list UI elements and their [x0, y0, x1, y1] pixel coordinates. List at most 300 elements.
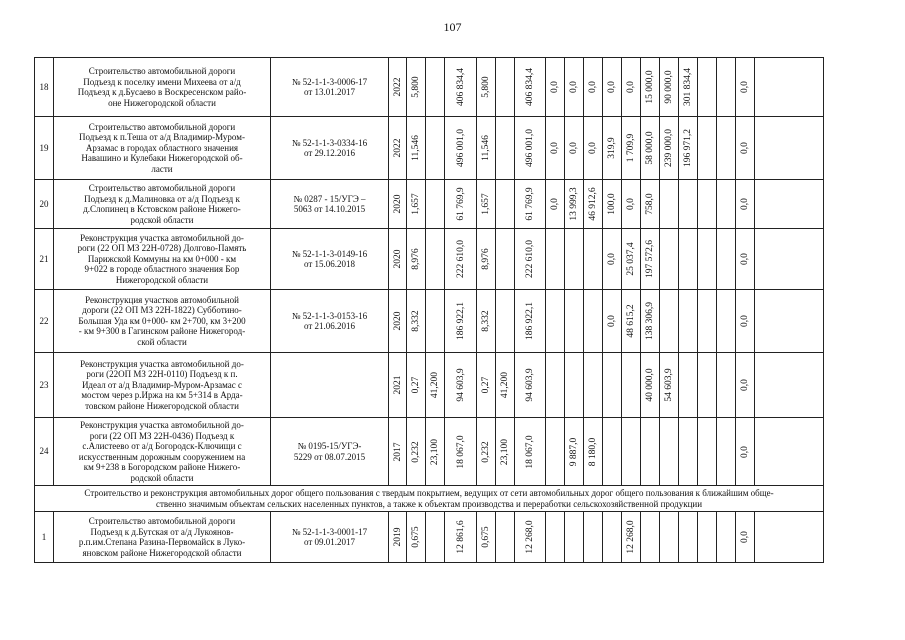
- cell-value: 0,0: [588, 81, 598, 93]
- value-cell: [660, 512, 679, 563]
- cell-value: 222 610,0: [455, 240, 466, 278]
- cell-value: 8,332: [481, 310, 491, 332]
- value-cell: [565, 418, 584, 486]
- cell-value: 2021: [392, 375, 403, 395]
- cell-value: 0,675: [481, 526, 491, 548]
- object-name-line: Большая Уда км 0+000- км 2+700, км 3+200: [78, 315, 246, 326]
- expertise-line: от 21.06.2016: [303, 321, 356, 331]
- expertise-line: 5063 от 14.10.2015: [293, 204, 366, 214]
- value-cell: [515, 58, 546, 117]
- object-name-line: Подъезд к д.Малиновка от а/д Подъезд к: [84, 193, 240, 204]
- value-cell: [717, 418, 736, 486]
- cell-value: 0,27: [481, 376, 491, 394]
- table-row: [35, 353, 824, 418]
- cell-value: 61 769,9: [455, 187, 466, 221]
- value-cell: [445, 58, 477, 117]
- cell-value: 13 999,3: [569, 187, 579, 221]
- object-name-line: Подъезд к д.Бусаево в Воскресенском райо-: [77, 87, 247, 97]
- object-name: [54, 58, 271, 117]
- expertise-line: от 15.06.2018: [303, 259, 356, 269]
- cell-value: 12 268,0: [525, 520, 535, 554]
- row-number: 21: [35, 229, 54, 290]
- object-name-line: Подъезд к п.Теша от а/д Владимир-Муром-: [79, 132, 245, 143]
- object-name: [54, 229, 271, 290]
- value-cell: [660, 353, 679, 418]
- expertise-conclusion: [271, 418, 389, 486]
- value-cell: [407, 512, 426, 563]
- row-number: 24: [35, 418, 54, 486]
- cell-value: 496 001,0: [455, 129, 466, 167]
- object-name-line: Парижской Коммуны на км 0+000 - км: [87, 253, 237, 264]
- value-cell: [546, 180, 565, 229]
- value-cell: [717, 290, 736, 353]
- value-cell: [565, 58, 584, 117]
- value-cell: [717, 58, 736, 117]
- expertise-conclusion: [271, 229, 389, 290]
- cell-value: 0,675: [411, 526, 421, 548]
- value-cell: [660, 180, 679, 229]
- value-cell: [477, 229, 496, 290]
- value-cell: [565, 180, 584, 229]
- cell-value: 0,27: [411, 376, 421, 394]
- cell-value: 0,0: [626, 198, 636, 210]
- cell-value: 758,0: [645, 193, 655, 215]
- object-name: [54, 353, 271, 418]
- cell-value: 11,546: [411, 135, 421, 161]
- cell-value: 23,100: [430, 438, 440, 465]
- object-name-line: товском районе Нижегородской области: [85, 400, 239, 411]
- expertise-conclusion: [271, 512, 389, 563]
- value-cell: [389, 418, 407, 486]
- value-cell: [584, 353, 603, 418]
- value-cell: [717, 117, 736, 180]
- value-cell: [736, 117, 755, 180]
- cell-value: 197 572,6: [645, 240, 655, 278]
- cell-value: 222 610,0: [525, 240, 535, 278]
- cell-value: 186 922,1: [455, 302, 466, 340]
- value-cell: [641, 180, 660, 229]
- cell-value: 18 067,0: [455, 434, 466, 469]
- value-cell: [546, 229, 565, 290]
- object-name-line: Подъезд к поселку имени Михеева от а/д: [83, 76, 241, 87]
- value-cell: [698, 353, 717, 418]
- value-cell: [622, 180, 641, 229]
- object-name-line: ской области: [137, 336, 187, 347]
- value-cell: [622, 418, 641, 486]
- value-cell: [477, 180, 496, 229]
- value-cell: [698, 58, 717, 117]
- cell-value: 0,0: [740, 81, 750, 93]
- value-cell: [679, 58, 698, 117]
- value-cell: [407, 290, 426, 353]
- cell-value: 90 000,0: [664, 70, 674, 104]
- object-name-line: Реконструкция участка автомобильной до-: [80, 358, 244, 369]
- cell-value: 0,0: [607, 81, 617, 93]
- value-cell: [496, 229, 515, 290]
- cell-value: 2022: [392, 77, 403, 97]
- value-cell: [546, 512, 565, 563]
- value-cell: [641, 229, 660, 290]
- value-cell: [546, 353, 565, 418]
- object-name-line: ласти: [151, 163, 173, 174]
- object-name-line: роги (22ОП МЗ 22Н-0110) Подъезд к п.: [86, 369, 238, 380]
- cell-value: 12 268,0: [626, 520, 636, 554]
- object-name-line: дороги (22 ОП МЗ 22Н-1822) Субботино-: [82, 305, 242, 316]
- value-cell: [477, 290, 496, 353]
- value-cell: [565, 512, 584, 563]
- value-cell: [426, 117, 445, 180]
- cell-value: 406 834,4: [525, 68, 535, 106]
- object-name-line: Нижегородской области: [115, 274, 209, 285]
- empty-cell: [755, 117, 824, 180]
- cell-value: 94 603,9: [455, 368, 466, 402]
- value-cell: [698, 229, 717, 290]
- cell-value: 8 180,0: [588, 437, 598, 466]
- cell-value: 138 306,9: [645, 302, 655, 340]
- row-number: 22: [35, 290, 54, 353]
- cell-value: 94 603,9: [525, 368, 535, 402]
- value-cell: [445, 512, 477, 563]
- value-cell: [679, 512, 698, 563]
- value-cell: [426, 353, 445, 418]
- value-cell: [603, 117, 622, 180]
- value-cell: [736, 418, 755, 486]
- value-cell: [426, 512, 445, 563]
- cell-value: 2020: [392, 194, 403, 214]
- value-cell: [698, 512, 717, 563]
- value-cell: [546, 290, 565, 353]
- expertise-line: от 29.12.2016: [303, 148, 356, 158]
- cell-value: 0,0: [550, 198, 560, 210]
- cell-value: 0,0: [740, 379, 750, 391]
- object-name-line: км 9+238 в Богородском районе Нижего-: [83, 462, 241, 472]
- table-row: [35, 229, 824, 290]
- cell-value: 23,100: [500, 438, 510, 465]
- object-name-line: Строительство автомобильной дороги: [88, 516, 236, 526]
- cell-value: 54 603,9: [664, 368, 674, 402]
- value-cell: [698, 418, 717, 486]
- empty-cell: [755, 180, 824, 229]
- value-cell: [426, 229, 445, 290]
- empty-cell: [755, 418, 824, 486]
- value-cell: [736, 229, 755, 290]
- page-number: 107: [443, 20, 462, 34]
- table-row: [35, 290, 824, 353]
- expertise-conclusion: [271, 180, 389, 229]
- value-cell: [496, 180, 515, 229]
- object-name-line: оне Нижегородской области: [108, 97, 216, 108]
- value-cell: [622, 290, 641, 353]
- row-number: 19: [35, 117, 54, 180]
- value-cell: [546, 117, 565, 180]
- value-cell: [565, 229, 584, 290]
- cell-value: 0,0: [740, 531, 750, 543]
- expertise-conclusion: [271, 58, 389, 117]
- value-cell: [477, 117, 496, 180]
- object-name-line: Идеал от а/д Владимир-Муром-Арзамас с: [81, 379, 243, 390]
- cell-value: 196 971,2: [683, 129, 693, 167]
- value-cell: [603, 512, 622, 563]
- expertise-line: № 52-1-1-3-0149-16: [291, 248, 368, 259]
- cell-value: 0,0: [607, 253, 617, 265]
- cell-value: 25 037,4: [626, 242, 636, 276]
- object-name-line: роги (22 ОП МЗ 22Н-0728) Долгово-Память: [77, 243, 247, 254]
- value-cell: [584, 512, 603, 563]
- cell-value: 406 834,4: [455, 68, 466, 106]
- cell-value: 100,0: [607, 193, 617, 215]
- empty-cell: [755, 353, 824, 418]
- cell-value: 41,200: [500, 371, 510, 399]
- expertise-line: № 0195-15/УГЭ-: [297, 441, 362, 451]
- value-cell: [515, 229, 546, 290]
- value-cell: [426, 58, 445, 117]
- object-name: [54, 117, 271, 180]
- cell-value: 0,0: [740, 142, 750, 154]
- cell-value: 2017: [392, 442, 403, 461]
- value-cell: [622, 512, 641, 563]
- cell-value: 0,0: [740, 198, 750, 210]
- expertise-line: от 09.01.2017: [303, 537, 356, 547]
- object-name-line: Реконструкция участков автомобильной: [85, 294, 239, 305]
- value-cell: [496, 58, 515, 117]
- cell-value: 11,546: [481, 135, 491, 161]
- empty-cell: [755, 290, 824, 353]
- cell-value: 0,0: [626, 81, 636, 93]
- value-cell: [565, 353, 584, 418]
- value-cell: [584, 290, 603, 353]
- object-name-line: яновском районе Нижегородской области: [82, 547, 242, 558]
- section-heading: [35, 486, 824, 512]
- cell-value: 58 000,0: [645, 131, 655, 165]
- value-cell: [584, 58, 603, 117]
- value-cell: [496, 418, 515, 486]
- value-cell: [565, 290, 584, 353]
- cell-value: 319,9: [607, 137, 617, 159]
- row-number: 20: [35, 180, 54, 229]
- cell-value: 5,800: [411, 76, 421, 98]
- value-cell: [584, 117, 603, 180]
- value-cell: [389, 512, 407, 563]
- cell-value: 0,232: [481, 440, 491, 463]
- object-name-line: 9+022 в городе областного значения Бор: [84, 264, 240, 275]
- table-row: [35, 180, 824, 229]
- registry-table: [34, 57, 824, 563]
- object-name-line: Реконструкция участка автомобильной до-: [80, 232, 244, 243]
- value-cell: [603, 353, 622, 418]
- cell-value: 2020: [392, 249, 403, 269]
- object-name-line: д.Слопинец в Кстовском районе Нижего-: [83, 204, 241, 214]
- section-heading-line: Строительство и реконструкция автомобильных дорог общего пользования с твердым покрытием, ведущих от сети автомобильных дорог общего пользования к ближайшим обще-: [84, 488, 774, 498]
- object-name-line: р.п.им.Степана Разина-Первомайск в Луко-: [78, 537, 246, 547]
- cell-value: 0,0: [588, 142, 598, 154]
- value-cell: [603, 229, 622, 290]
- cell-value: 0,0: [550, 142, 560, 154]
- object-name-line: Реконструкция участка автомобильной до-: [80, 420, 244, 430]
- object-name-line: Подъезд к д.Бутская от а/д Лукоянов-: [90, 526, 234, 537]
- value-cell: [622, 229, 641, 290]
- value-cell: [407, 117, 426, 180]
- value-cell: [496, 512, 515, 563]
- value-cell: [641, 418, 660, 486]
- value-cell: [389, 180, 407, 229]
- cell-value: 186 922,1: [525, 302, 535, 340]
- value-cell: [660, 418, 679, 486]
- value-cell: [389, 58, 407, 117]
- value-cell: [736, 290, 755, 353]
- value-cell: [622, 353, 641, 418]
- value-cell: [407, 180, 426, 229]
- cell-value: 5,800: [481, 76, 491, 98]
- value-cell: [736, 58, 755, 117]
- expertise-line: № 52-1-1-3-0006-17: [291, 76, 368, 87]
- value-cell: [515, 117, 546, 180]
- value-cell: [407, 58, 426, 117]
- value-cell: [584, 180, 603, 229]
- value-cell: [389, 117, 407, 180]
- value-cell: [622, 58, 641, 117]
- value-cell: [445, 353, 477, 418]
- empty-cell: [755, 229, 824, 290]
- cell-value: 1,657: [481, 193, 491, 215]
- value-cell: [407, 418, 426, 486]
- cell-value: 496 001,0: [525, 129, 535, 167]
- table-row: [35, 418, 824, 486]
- value-cell: [496, 117, 515, 180]
- value-cell: [698, 117, 717, 180]
- cell-value: 8,976: [481, 248, 491, 270]
- value-cell: [603, 58, 622, 117]
- value-cell: [717, 353, 736, 418]
- section-heading-line: ственно значимым объектам сельских населенных пунктов, а также к объектам производства и переработки сельскохозяйственной продукции: [155, 498, 703, 509]
- value-cell: [641, 353, 660, 418]
- value-cell: [679, 117, 698, 180]
- value-cell: [698, 180, 717, 229]
- cell-value: 0,0: [550, 81, 560, 93]
- value-cell: [565, 117, 584, 180]
- value-cell: [679, 290, 698, 353]
- row-number: 18: [35, 58, 54, 117]
- value-cell: [496, 290, 515, 353]
- cell-value: 41,200: [430, 371, 440, 399]
- value-cell: [477, 58, 496, 117]
- value-cell: [660, 290, 679, 353]
- value-cell: [679, 229, 698, 290]
- value-cell: [679, 180, 698, 229]
- cell-value: 46 912,6: [588, 187, 598, 221]
- object-name-line: искусственным дорожным сооружением на: [78, 451, 246, 462]
- section-row: [35, 486, 824, 512]
- object-name: [54, 290, 271, 353]
- value-cell: [736, 353, 755, 418]
- value-cell: [407, 353, 426, 418]
- expertise-line: № 0287 - 15/УГЭ –: [293, 193, 366, 204]
- expertise-line: № 52-1-1-3-0001-17: [291, 526, 368, 537]
- empty-cell: [755, 58, 824, 117]
- value-cell: [717, 180, 736, 229]
- cell-value: 1 709,9: [626, 133, 636, 163]
- expertise-line: № 52-1-1-3-0334-16: [291, 137, 368, 148]
- cell-value: 2020: [392, 311, 403, 331]
- cell-value: 9 887,0: [569, 437, 579, 466]
- value-cell: [407, 229, 426, 290]
- object-name-line: роги (22 ОП МЗ 22Н-0436) Подъезд к: [89, 430, 235, 441]
- value-cell: [698, 290, 717, 353]
- cell-value: 18 067,0: [525, 434, 535, 469]
- value-cell: [584, 229, 603, 290]
- table-row: [35, 58, 824, 117]
- value-cell: [546, 418, 565, 486]
- object-name-line: мостом через р.Иржа на км 5+314 в Арда-: [81, 390, 243, 401]
- value-cell: [546, 58, 565, 117]
- empty-cell: [755, 512, 824, 563]
- value-cell: [515, 418, 546, 486]
- cell-value: 12 861,6: [455, 520, 466, 554]
- value-cell: [445, 229, 477, 290]
- cell-value: 0,0: [740, 315, 750, 327]
- object-name-line: Строительство автомобильной дороги: [88, 66, 236, 76]
- object-name-line: родской области: [130, 472, 194, 483]
- row-number: 1: [35, 512, 54, 563]
- value-cell: [515, 512, 546, 563]
- value-cell: [496, 353, 515, 418]
- value-cell: [445, 180, 477, 229]
- value-cell: [641, 58, 660, 117]
- value-cell: [426, 290, 445, 353]
- expertise-line: от 13.01.2017: [303, 87, 356, 97]
- value-cell: [477, 418, 496, 486]
- expertise-line: 5229 от 08.07.2015: [293, 451, 366, 462]
- cell-value: 8,976: [411, 248, 421, 270]
- cell-value: 40 000,0: [645, 368, 655, 402]
- cell-value: 0,0: [569, 142, 579, 154]
- value-cell: [736, 180, 755, 229]
- value-cell: [660, 229, 679, 290]
- object-name-line: Арзамас в городах областного значения: [85, 142, 239, 153]
- object-name: [54, 512, 271, 563]
- cell-value: 0,232: [411, 440, 421, 463]
- object-name-line: родской области: [130, 214, 194, 225]
- value-cell: [679, 418, 698, 486]
- value-cell: [445, 290, 477, 353]
- expertise-conclusion: [271, 290, 389, 353]
- value-cell: [679, 353, 698, 418]
- expertise-line: № 52-1-1-3-0153-16: [291, 310, 368, 321]
- cell-value: 61 769,9: [525, 187, 535, 221]
- value-cell: [426, 180, 445, 229]
- value-cell: [515, 353, 546, 418]
- value-cell: [603, 418, 622, 486]
- cell-value: 2019: [392, 527, 403, 547]
- value-cell: [426, 418, 445, 486]
- cell-value: 0,0: [607, 315, 617, 327]
- value-cell: [641, 290, 660, 353]
- table-row: [35, 117, 824, 180]
- value-cell: [477, 353, 496, 418]
- value-cell: [445, 117, 477, 180]
- value-cell: [445, 418, 477, 486]
- value-cell: [641, 117, 660, 180]
- object-name: [54, 180, 271, 229]
- cell-value: 239 000,0: [664, 129, 674, 167]
- value-cell: [641, 512, 660, 563]
- value-cell: [717, 512, 736, 563]
- cell-value: 0,0: [569, 81, 579, 93]
- cell-value: 301 834,4: [683, 68, 693, 106]
- object-name-line: с.Алистеево от а/д Богородск-Ключищи с: [82, 441, 242, 451]
- value-cell: [717, 229, 736, 290]
- value-cell: [477, 512, 496, 563]
- value-cell: [389, 353, 407, 418]
